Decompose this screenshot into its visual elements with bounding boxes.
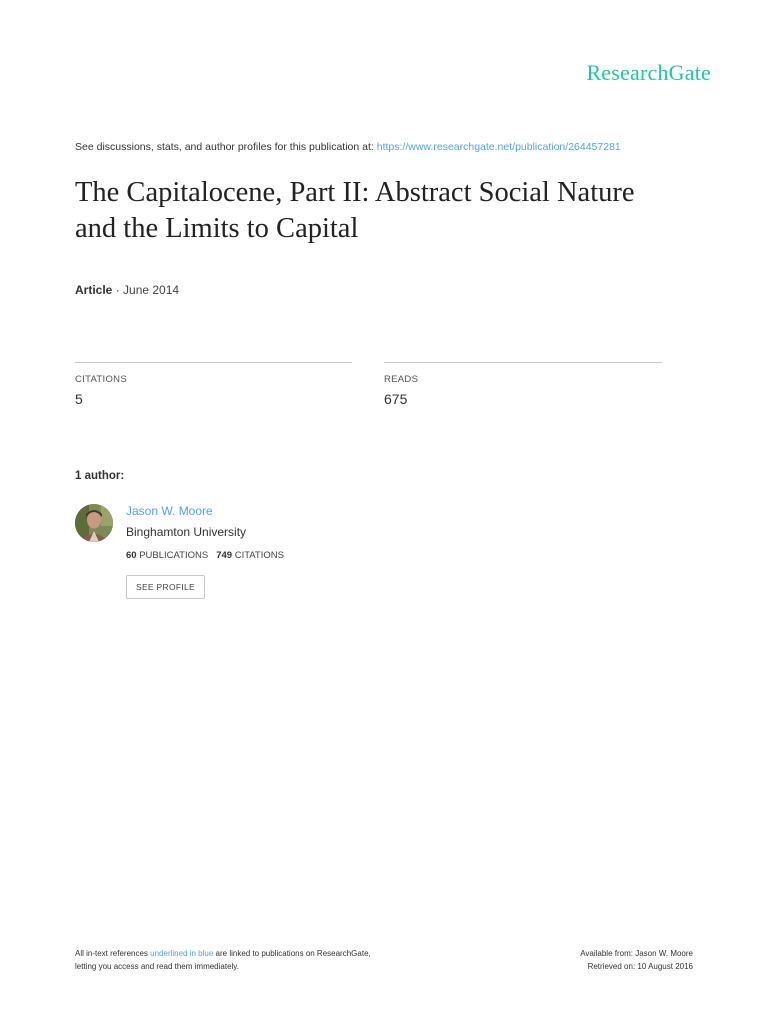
- footer-available-from: Available from: Jason W. Moore: [580, 949, 693, 958]
- citations-divider: [75, 362, 352, 363]
- reads-divider: [384, 362, 662, 363]
- source-prefix: See discussions, stats, and author profiles for this publication at:: [75, 141, 377, 153]
- source-line: [75, 141, 621, 153]
- author-citations-count: 749: [216, 550, 233, 561]
- authors-heading: 1 author:: [75, 470, 125, 482]
- publication-title: [75, 175, 695, 247]
- title-line-2: and the Limits to Capital: [75, 213, 359, 244]
- author-publications-label: PUBLICATIONS: [136, 550, 209, 561]
- author-name-link[interactable]: Jason W. Moore: [126, 504, 213, 518]
- citations-value: 5: [75, 391, 83, 407]
- author-stats: [126, 550, 284, 561]
- footer-retrieved-on: Retrieved on: 10 August 2016: [587, 962, 693, 971]
- footer-retrieval-info: [580, 947, 693, 973]
- publication-type: Article: [75, 283, 113, 297]
- publication-meta: [75, 283, 179, 297]
- author-institution: Binghamton University: [126, 525, 247, 539]
- footer-left-prefix: All in-text references: [75, 949, 151, 958]
- footer-left-suffix: are linked to publications on ResearchGate,: [213, 949, 371, 958]
- footer-references-note: [75, 947, 371, 973]
- author-citations-label: CITATIONS: [232, 550, 284, 561]
- researchgate-logo[interactable]: ResearchGate: [586, 60, 711, 85]
- reads-value: 675: [384, 391, 408, 407]
- author-publications-count: 60: [126, 550, 137, 561]
- publication-url-link[interactable]: https://www.researchgate.net/publication/264457281: [376, 141, 621, 153]
- author-photo-icon: [75, 504, 113, 542]
- reads-label: READS: [384, 374, 419, 385]
- publication-date: · June 2014: [112, 283, 180, 297]
- author-avatar[interactable]: [75, 504, 113, 542]
- citations-label: CITATIONS: [75, 374, 127, 385]
- see-profile-button[interactable]: SEE PROFILE: [126, 575, 205, 599]
- footer-left-line-2: letting you access and read them immediately.: [75, 962, 239, 971]
- title-line-1: The Capitalocene, Part II: Abstract Social Nature: [75, 177, 635, 208]
- footer-underlined-link[interactable]: underlined in blue: [150, 949, 214, 958]
